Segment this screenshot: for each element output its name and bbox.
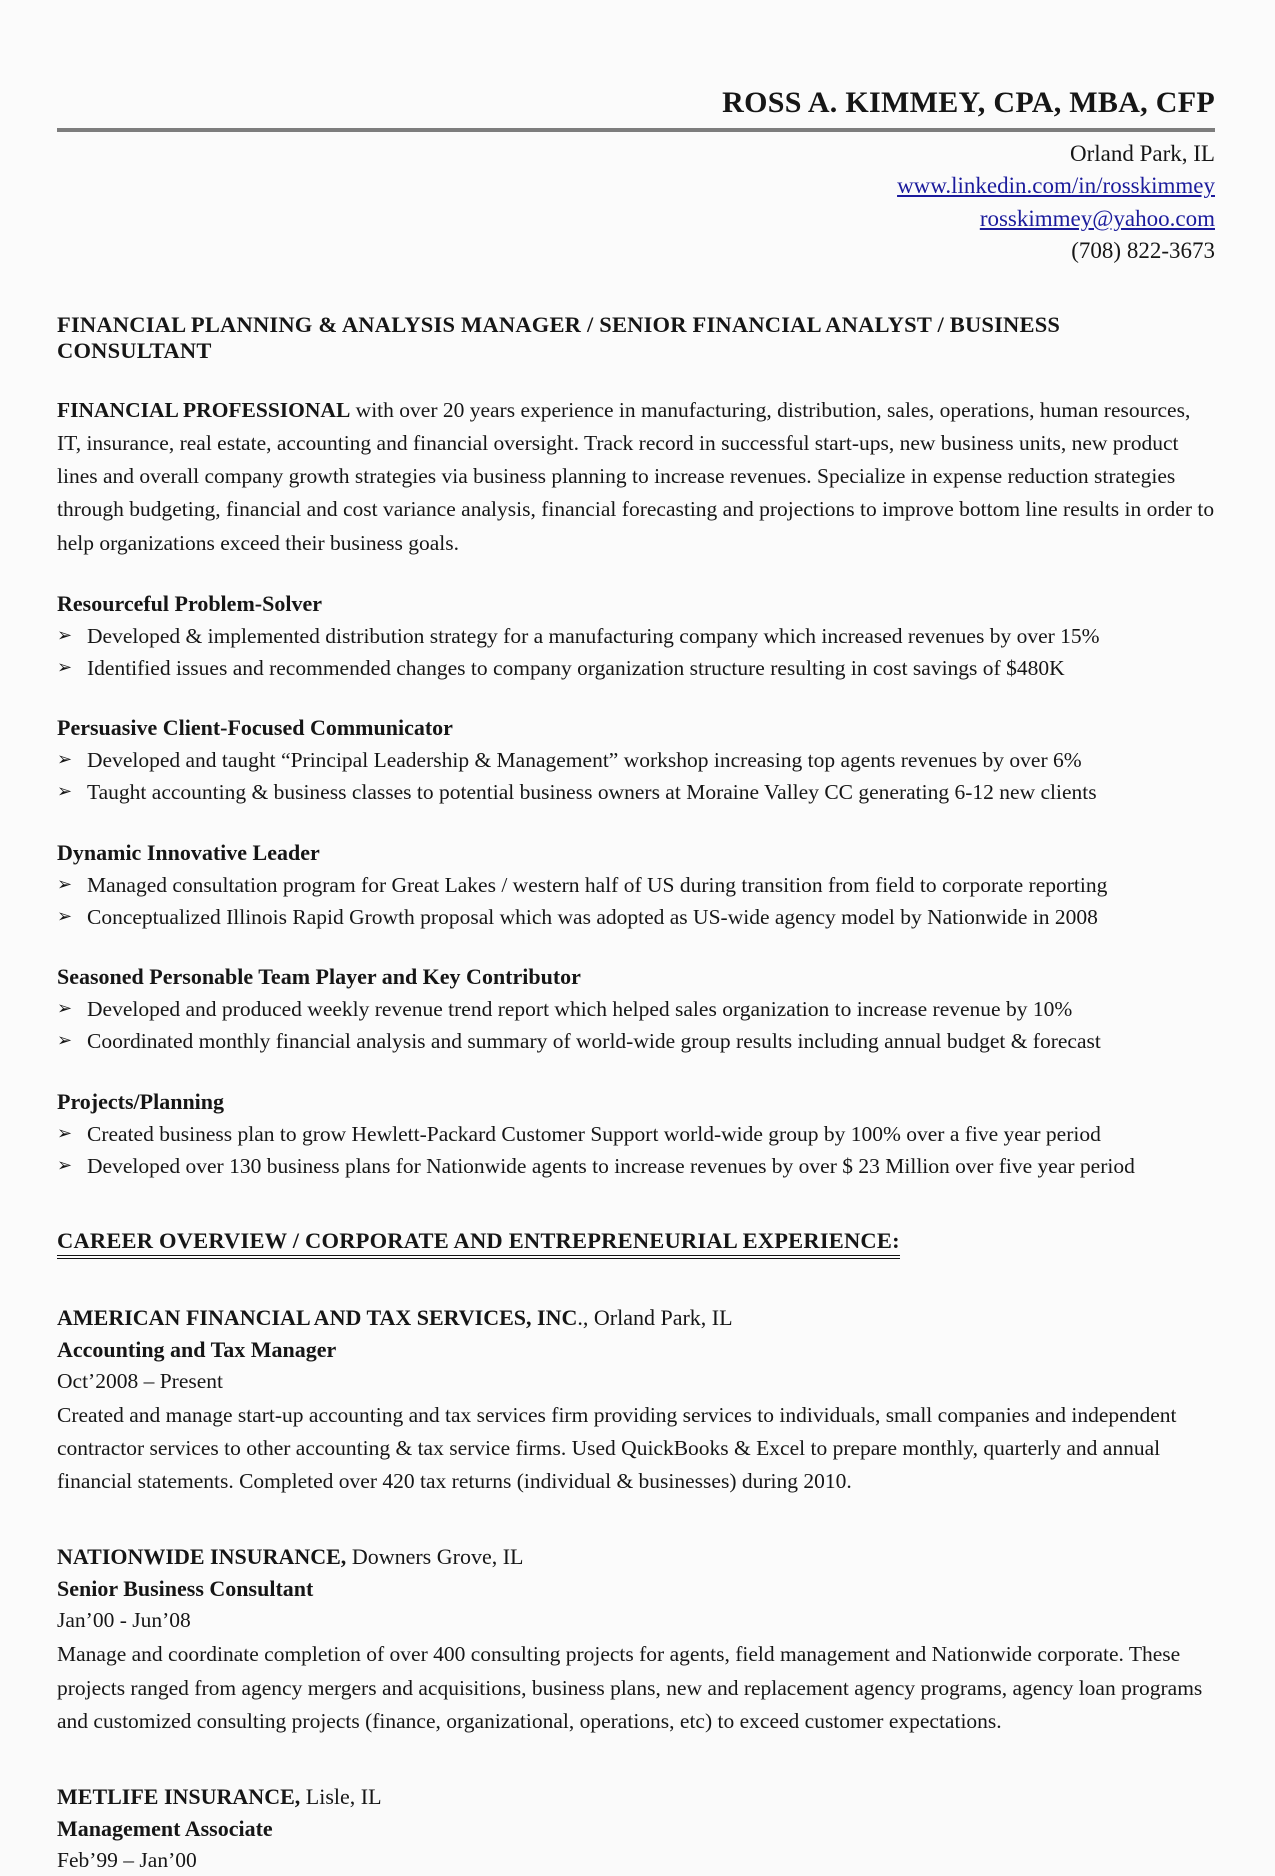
bullet-item: [57, 776, 1215, 808]
bullet-item: [57, 652, 1215, 684]
job-entry: [57, 1781, 1215, 1876]
bullet-item: [57, 869, 1215, 901]
job-entry: [57, 1302, 1215, 1498]
arrow-bullet-icon: ➢: [57, 781, 73, 802]
bullet-text: Identified issues and recommended changes to company organization structure resulting in cost savings of $480K: [87, 655, 1065, 680]
job-company-location: Downers Grove, IL: [346, 1544, 524, 1570]
header-divider: [57, 128, 1215, 132]
headline: FINANCIAL PLANNING & ANALYSIS MANAGER / SENIOR FINANCIAL ANALYST / BUSINESS CONSULTANT: [57, 312, 1061, 364]
job-role: Management Associate: [57, 1815, 273, 1841]
bullet-text: Managed consultation program for Great Lakes / western half of US during transition from field to corporate reporting: [87, 872, 1108, 897]
contact-block: [57, 138, 1215, 269]
skill-section-heading: Projects/Planning: [57, 1088, 225, 1114]
job-company-line: [57, 1781, 1215, 1813]
email-link[interactable]: rosskimmey@yahoo.com: [979, 205, 1215, 231]
job-dates: Oct’2008 – Present: [57, 1368, 223, 1393]
bullet-item: [57, 620, 1215, 652]
linkedin-link[interactable]: www.linkedin.com/in/rosskimmey: [897, 173, 1215, 199]
arrow-bullet-icon: ➢: [57, 1122, 73, 1143]
arrow-bullet-icon: ➢: [57, 905, 73, 926]
bullet-text: Coordinated monthly financial analysis and summary of world-wide group results including annual budget & forecast: [87, 1029, 1101, 1054]
skill-section: [57, 591, 1215, 685]
job-dates: Jan’00 - Jun’08: [57, 1608, 191, 1633]
job-company-name: NATIONWIDE INSURANCE,: [57, 1544, 347, 1570]
bullet-item: [57, 1025, 1215, 1057]
bullet-text: Developed & implemented distribution strategy for a manufacturing company which increased revenues by over 15%: [87, 623, 1100, 648]
bullet-text: Conceptualized Illinois Rapid Growth proposal which was adopted as US-wide agency model by Nationwide in 2008: [87, 904, 1098, 929]
summary-paragraph: [57, 394, 1215, 560]
job-role: Accounting and Tax Manager: [57, 1337, 337, 1363]
candidate-name: ROSS A. KIMMEY, CPA, MBA, CFP: [722, 86, 1215, 119]
bullet-text: Created business plan to grow Hewlett-Packard Customer Support world-wide group by 100% over a five year period: [87, 1121, 1101, 1146]
job-company-location: Lisle, IL: [300, 1783, 382, 1809]
career-overview-heading: CAREER OVERVIEW / CORPORATE AND ENTREPRENEURIAL EXPERIENCE:: [57, 1228, 900, 1259]
job-description: Manage and coordinate completion of over 400 consulting projects for agents, field management and Nationwide corporate. These projects ranged from agency mergers and acquisitions, business plans, new and replacement agency programs, agency loan programs and customized consulting projects (finance, organizational, operations, etc) to exceed customer expectations.: [57, 1642, 1203, 1733]
arrow-bullet-icon: ➢: [57, 998, 73, 1019]
bullet-text: Developed over 130 business plans for Nationwide agents to increase revenues by over $ 23 Million over five year period: [87, 1153, 1135, 1178]
summary-lead: FINANCIAL PROFESSIONAL: [57, 398, 351, 423]
bullet-text: Developed and taught “Principal Leadership & Management” workshop increasing top agents revenues by over 6%: [87, 748, 1082, 773]
bullet-item: [57, 1150, 1215, 1182]
arrow-bullet-icon: ➢: [57, 1154, 73, 1175]
arrow-bullet-icon: ➢: [57, 749, 73, 770]
arrow-bullet-icon: ➢: [57, 656, 73, 677]
bullet-item: [57, 1118, 1215, 1150]
job-dates: Feb’99 – Jan’00: [57, 1847, 197, 1872]
summary-text: with over 20 years experience in manufacturing, distribution, sales, operations, human resources, IT, insurance, real estate, accounting and financial oversight. Track record in successful start-ups, new business units, new product lines and overall company growth strategies via business planning to increase revenues. Specialize in expense reduction strategies through budgeting, financial and cost variance analysis, financial forecasting and projections to improve bottom line results in order to help organizations exceed their business goals.: [57, 398, 1215, 555]
job-company-line: [57, 1541, 1215, 1573]
arrow-bullet-icon: ➢: [57, 873, 73, 894]
arrow-bullet-icon: ➢: [57, 1030, 73, 1051]
skill-section: [57, 840, 1215, 934]
bullet-item: [57, 993, 1215, 1025]
job-role: Senior Business Consultant: [57, 1576, 314, 1602]
skill-section-heading: Dynamic Innovative Leader: [57, 839, 320, 865]
skill-section-heading: Seasoned Personable Team Player and Key Contributor: [57, 964, 581, 990]
bullet-text: Taught accounting & business classes to potential business owners at Moraine Valley CC generating 6-12 new clients: [87, 780, 1097, 805]
job-entry: [57, 1541, 1215, 1737]
skill-section-heading: Resourceful Problem-Solver: [57, 590, 322, 616]
job-description: Created and manage start-up accounting and tax services firm providing services to individuals, small companies and independent contractor services to other accounting & tax service firms. Used QuickBooks & Excel to prepare monthly, quarterly and annual financial statements. Completed over 420 tax returns (individual & businesses) during 2010.: [57, 1403, 1177, 1494]
skill-section: [57, 715, 1215, 809]
job-company-name: AMERICAN FINANCIAL AND TAX SERVICES, INC: [57, 1305, 578, 1331]
job-list: [57, 1302, 1215, 1876]
bullet-item: [57, 744, 1215, 776]
skill-sections: [57, 591, 1215, 1183]
contact-phone: (708) 822-3673: [1071, 238, 1215, 264]
skill-section-heading: Persuasive Client-Focused Communicator: [57, 715, 453, 741]
skill-section: [57, 964, 1215, 1058]
arrow-bullet-icon: ➢: [57, 624, 73, 645]
job-company-location: ., Orland Park, IL: [577, 1305, 733, 1331]
bullet-item: [57, 901, 1215, 933]
job-company-line: [57, 1302, 1215, 1334]
bullet-text: Developed and produced weekly revenue trend report which helped sales organization to increase revenue by 10%: [87, 997, 1073, 1022]
skill-section: [57, 1089, 1215, 1183]
job-company-name: METLIFE INSURANCE,: [57, 1783, 301, 1809]
contact-location: Orland Park, IL: [1070, 140, 1215, 166]
